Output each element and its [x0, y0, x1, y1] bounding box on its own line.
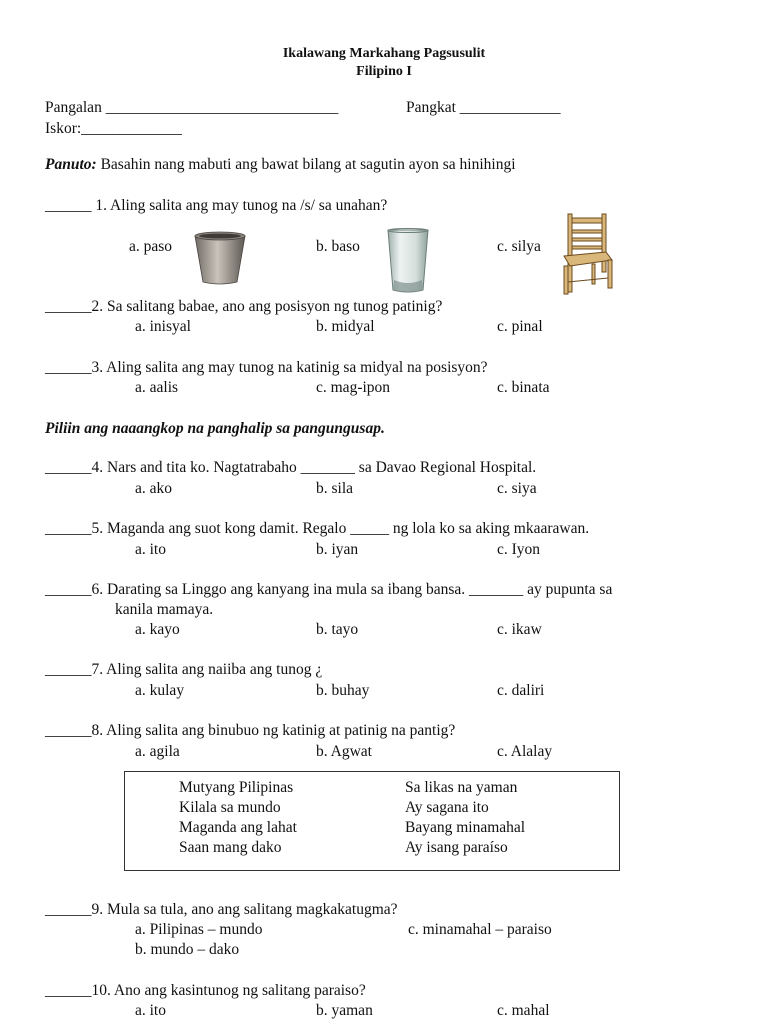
question-9 — [45, 901, 398, 919]
choice-10a[interactable]: a. ito — [135, 1002, 166, 1019]
flower-pot-icon — [192, 230, 248, 286]
choice-9a[interactable]: a. Pilipinas – mundo — [135, 921, 263, 938]
poem-line: Bayang minamahal — [405, 819, 526, 836]
choice-5c[interactable]: c. Iyon — [497, 541, 541, 558]
question-4 — [45, 459, 536, 477]
question-2 — [45, 298, 442, 316]
poem-box — [124, 771, 620, 871]
question-7 — [45, 661, 322, 679]
question-text: 4. Nars and tita ko. Nagtatrabaho _______ sa Davao Regional Hospital. — [91, 459, 537, 476]
choice-9c[interactable]: c. minamahal – paraiso — [408, 921, 552, 938]
question-text: 3. Aling salita ang may tunog na katinig sa midyal na posisyon? — [91, 359, 488, 376]
section-field[interactable]: Pangkat _____________ — [406, 99, 561, 116]
answer-blank[interactable]: ______ — [45, 459, 92, 476]
answer-blank[interactable]: ______ — [45, 520, 92, 537]
instructions-label: Panuto: — [45, 156, 97, 173]
name-field[interactable]: Pangalan ______________________________ — [45, 99, 339, 116]
question-3 — [45, 359, 488, 377]
answer-blank[interactable]: ______ — [45, 581, 92, 598]
question-8 — [45, 722, 455, 740]
question-text: 2. Sa salitang babae, ano ang posisyon ng tunog patinig? — [91, 298, 443, 315]
question-5 — [45, 520, 589, 538]
poem-line: Sa likas na yaman — [405, 779, 518, 796]
choice-1b[interactable]: b. baso — [316, 238, 360, 255]
poem-line: Maganda ang lahat — [179, 819, 297, 836]
poem-line: Ay sagana ito — [405, 799, 489, 816]
score-field[interactable]: Iskor:_____________ — [45, 120, 182, 137]
choice-9b[interactable]: b. mundo – dako — [135, 941, 240, 958]
section-heading: Piliin ang naaangkop na panghalip sa pangungusap. — [45, 420, 385, 437]
answer-blank[interactable]: ______ — [45, 359, 92, 376]
choice-4c[interactable]: c. siya — [497, 480, 537, 497]
poem-line: Ay isang paraíso — [405, 839, 508, 856]
choice-1a[interactable]: a. paso — [129, 238, 173, 255]
choice-5b[interactable]: b. iyan — [316, 541, 359, 558]
answer-blank[interactable]: ______ — [45, 982, 92, 999]
question-6 — [45, 581, 612, 599]
choice-2a[interactable]: a. inisyal — [135, 318, 191, 335]
question-10 — [45, 982, 366, 1000]
choice-3b[interactable]: c. mag-ipon — [316, 379, 391, 396]
choice-10b[interactable]: b. yaman — [316, 1002, 373, 1019]
page-subtitle: Filipino I — [356, 64, 412, 79]
question-text: 5. Maganda ang suot kong damit. Regalo _____ ng lola ko sa aking mkaarawan. — [91, 520, 590, 537]
choice-1c[interactable]: c. silya — [497, 238, 541, 255]
choice-6a[interactable]: a. kayo — [135, 621, 180, 638]
instructions — [45, 156, 516, 174]
choice-3a[interactable]: a. aalis — [135, 379, 179, 396]
drinking-glass-icon — [386, 228, 430, 294]
choice-6b[interactable]: b. tayo — [316, 621, 359, 638]
instructions-text: Basahin nang mabuti ang bawat bilang at sagutin ayon sa hinihingi — [96, 156, 516, 173]
answer-blank[interactable]: ______ — [45, 901, 92, 918]
choice-7c[interactable]: c. daliri — [497, 682, 545, 699]
page-title: Ikalawang Markahang Pagsusulit — [282, 46, 486, 61]
choice-5a[interactable]: a. ito — [135, 541, 166, 558]
choice-10c[interactable]: c. mahal — [497, 1002, 550, 1019]
question-text: 1. Aling salita ang may tunog na /s/ sa unahan? — [91, 197, 388, 214]
question-1 — [45, 197, 387, 215]
question-text: 10. Ano ang kasintunog ng salitang paraiso? — [91, 982, 366, 999]
choice-8b[interactable]: b. Agwat — [316, 743, 372, 760]
answer-blank[interactable]: ______ — [45, 298, 92, 315]
choice-4a[interactable]: a. ako — [135, 480, 173, 497]
choice-7a[interactable]: a. kulay — [135, 682, 185, 699]
answer-blank[interactable]: ______ — [45, 722, 92, 739]
choice-7b[interactable]: b. buhay — [316, 682, 370, 699]
choice-2b[interactable]: b. midyal — [316, 318, 375, 335]
question-text: 6. Darating sa Linggo ang kanyang ina mula sa ibang bansa. _______ ay pupunta sa — [91, 581, 613, 598]
answer-blank[interactable]: ______ — [45, 661, 92, 678]
question-6-continued: kanila mamaya. — [115, 601, 214, 618]
choice-4b[interactable]: b. sila — [316, 480, 354, 497]
choice-3c[interactable]: c. binata — [497, 379, 550, 396]
poem-line: Saan mang dako — [179, 839, 282, 856]
question-text: 7. Aling salita ang naiiba ang tunog ¿ — [91, 661, 323, 678]
choice-6c[interactable]: c. ikaw — [497, 621, 542, 638]
poem-line: Mutyang Pilipinas — [179, 779, 294, 796]
question-text: 8. Aling salita ang binubuo ng katinig at patinig na pantig? — [91, 722, 456, 739]
wooden-chair-icon — [562, 212, 614, 296]
question-text: 9. Mula sa tula, ano ang salitang magkakatugma? — [91, 901, 398, 918]
poem-line: Kilala sa mundo — [179, 799, 281, 816]
choice-8a[interactable]: a. agila — [135, 743, 180, 760]
answer-blank[interactable]: ______ — [45, 197, 92, 214]
choice-2c[interactable]: c. pinal — [497, 318, 543, 335]
choice-8c[interactable]: c. Alalay — [497, 743, 553, 760]
